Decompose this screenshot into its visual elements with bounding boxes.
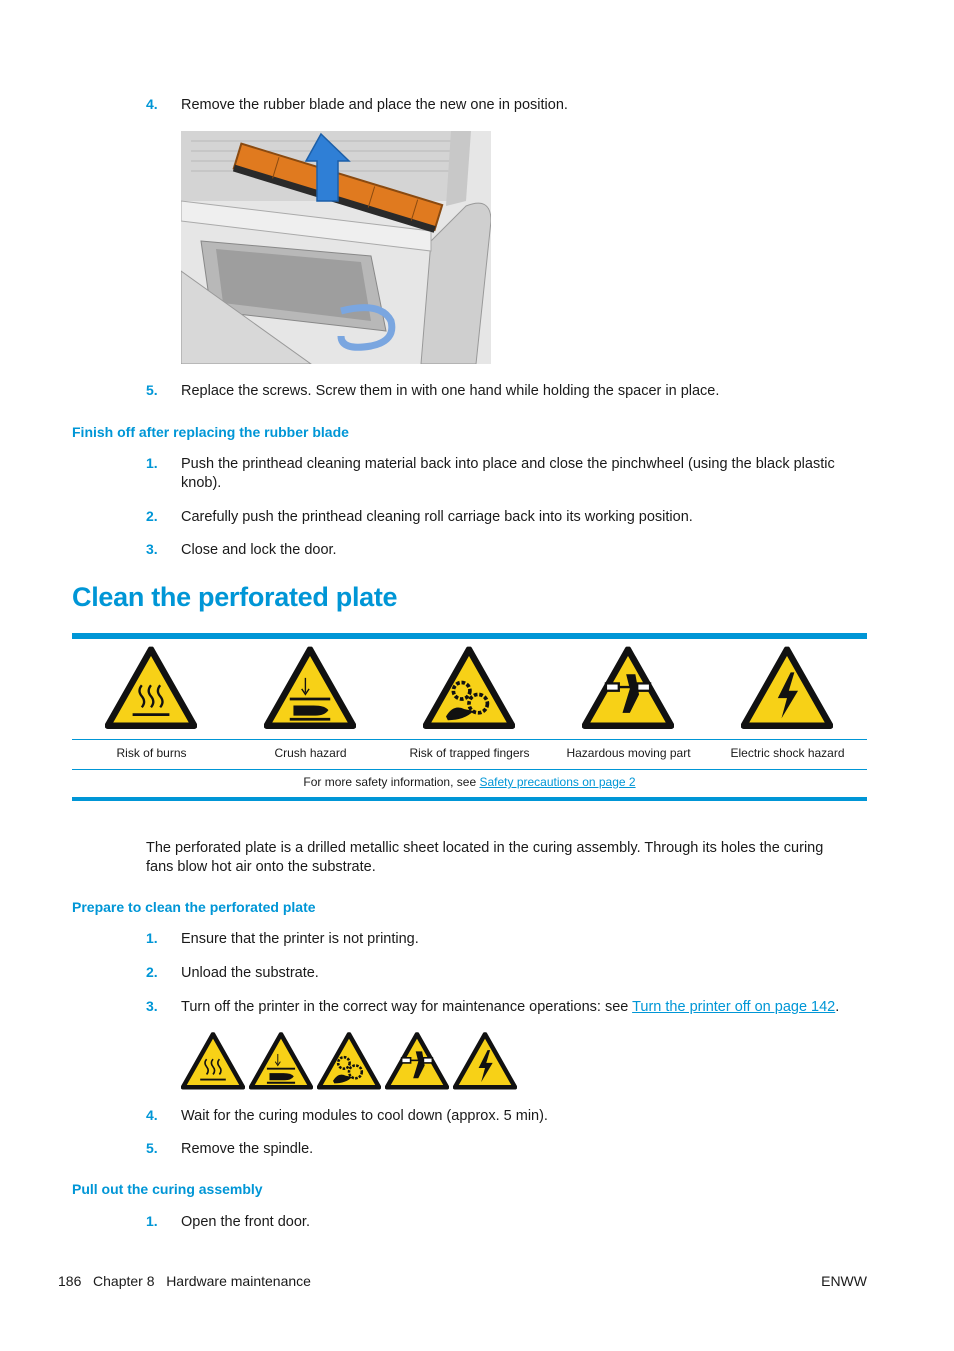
step-text: Open the front door. [181, 1214, 310, 1230]
step-number: 3. [146, 998, 158, 1014]
step-number: 5. [146, 382, 158, 398]
electric-shock-icon [453, 1032, 517, 1090]
table-divider [72, 739, 867, 740]
turn-printer-off-link[interactable]: Turn the printer off on page 142 [632, 999, 836, 1015]
step-line: knob). [181, 475, 222, 491]
intro-line: fans blow hot air onto the substrate. [146, 859, 376, 875]
step-text: Remove the rubber blade and place the new one in position. [181, 97, 568, 113]
step-number: 2. [146, 508, 158, 524]
crush-hazard-icon [249, 1032, 313, 1090]
subheading-finish: Finish off after replacing the rubber blade [72, 424, 349, 440]
step-text: Wait for the curing modules to cool down (approx. 5 min). [181, 1108, 548, 1124]
safety-precautions-link[interactable]: Safety precautions on page 2 [479, 775, 636, 789]
step-text [181, 998, 871, 1017]
moving-part-icon [385, 1032, 449, 1090]
step-text: Replace the screws. Screw them in with one hand while holding the spacer in place. [181, 383, 720, 399]
burns-hazard-icon [181, 1032, 245, 1090]
step-text: Ensure that the printer is not printing. [181, 931, 419, 947]
step-number: 1. [146, 1213, 158, 1229]
step-text: Unload the substrate. [181, 965, 319, 981]
safety-note [72, 775, 867, 789]
table-top-rule [72, 633, 867, 639]
table-divider [72, 769, 867, 770]
moving-part-icon [582, 646, 674, 730]
step-text: Carefully push the printhead cleaning roll carriage back into its working position. [181, 509, 693, 525]
hazard-caption: Crush hazard [274, 746, 347, 760]
section-title: Clean the perforated plate [72, 582, 398, 612]
hazard-caption: Hazardous moving part [566, 746, 691, 760]
page-number: 186 [58, 1273, 82, 1289]
intro-paragraph [146, 839, 866, 877]
trapped-fingers-icon [423, 646, 515, 730]
subheading-pull: Pull out the curing assembly [72, 1181, 263, 1197]
hazard-caption: Risk of burns [116, 746, 187, 760]
hazard-caption: Electric shock hazard [730, 746, 845, 760]
step-text-part: Turn off the printer in the correct way for maintenance operations: see [181, 999, 633, 1015]
step-number: 4. [146, 1107, 158, 1123]
table-bottom-rule [72, 797, 867, 801]
step-line: Push the printhead cleaning material back into place and close the pinchwheel (using the black plastic [181, 456, 835, 472]
step-number: 5. [146, 1140, 158, 1156]
burns-hazard-icon [105, 646, 197, 730]
step-number: 1. [146, 930, 158, 946]
crush-hazard-icon [264, 646, 356, 730]
page-footer-right: ENWW [821, 1273, 867, 1289]
chapter-title: Hardware maintenance [166, 1273, 311, 1289]
step-number: 3. [146, 541, 158, 557]
chapter-label: Chapter 8 [93, 1273, 155, 1289]
rubber-blade-illustration [181, 131, 491, 364]
step-number: 1. [146, 455, 158, 471]
step-text-part: . [835, 999, 840, 1015]
step-text [181, 455, 871, 493]
step-number: 2. [146, 964, 158, 980]
step-text: Close and lock the door. [181, 542, 337, 558]
page-footer-left [58, 1273, 311, 1289]
step-number: 4. [146, 96, 158, 112]
hazard-caption: Risk of trapped fingers [409, 746, 530, 760]
subheading-prepare: Prepare to clean the perforated plate [72, 899, 316, 915]
electric-shock-icon [741, 646, 833, 730]
trapped-fingers-icon [317, 1032, 381, 1090]
safety-note-text: For more safety information, see [303, 775, 480, 789]
intro-line: The perforated plate is a drilled metallic sheet located in the curing assembly. Through its holes the curing [146, 840, 824, 856]
step-text: Remove the spindle. [181, 1141, 314, 1157]
